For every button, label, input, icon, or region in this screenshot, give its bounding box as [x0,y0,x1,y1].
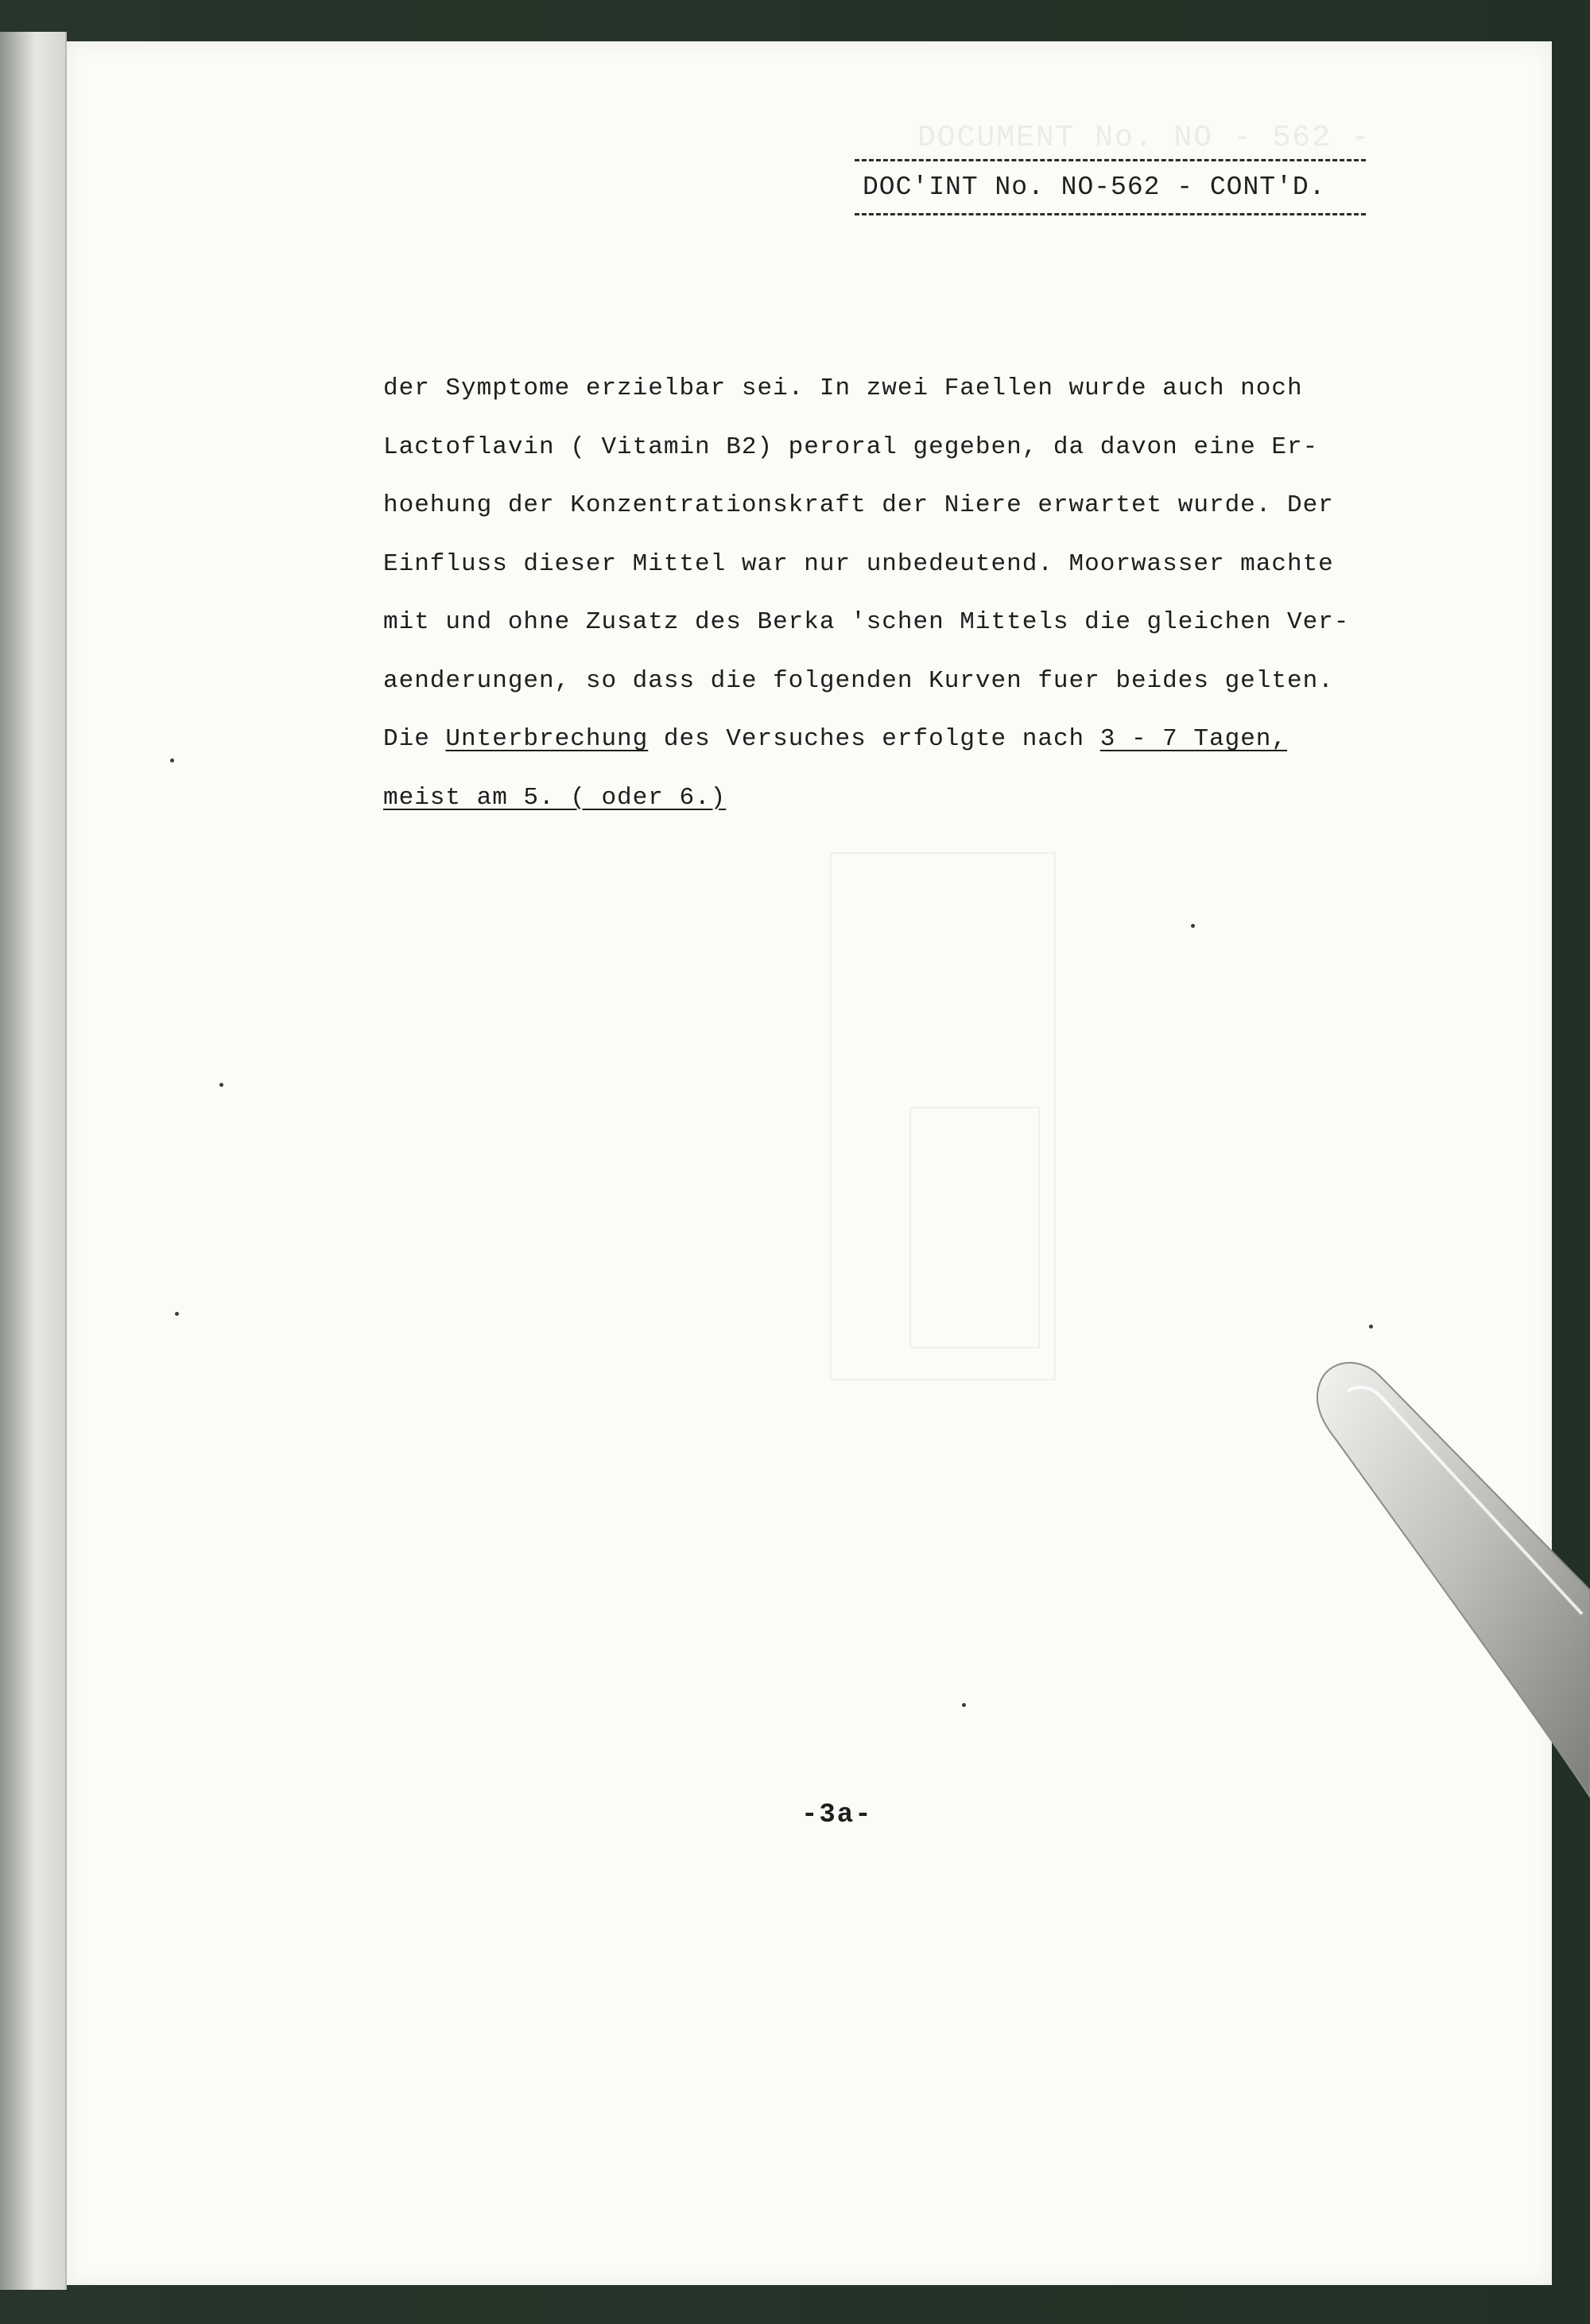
tweezers-icon [1304,1352,1590,1845]
speck-3 [1191,924,1195,928]
underlined-unterbrechung: Unterbrechung [445,725,649,753]
body-line-7-middle: des Versuches erfolgte nach [648,725,1100,753]
speck-1 [219,1083,223,1087]
body-line-5: mit und ohne Zusatz des Berka 'schen Mittels die gleichen Ver- [383,608,1350,636]
document-reference: DOC'INT No. NO-562 - CONT'D. [863,173,1326,202]
body-line-4: Einfluss dieser Mittel war nur unbedeutend. Moorwasser machte [383,549,1334,578]
body-line-3: hoehung der Konzentrationskraft der Niere erwartet wurde. Der [383,491,1334,519]
underlined-duration: 3 - 7 Tagen, [1099,725,1288,753]
page-number: -3a- [801,1800,873,1830]
speck-4 [962,1703,966,1707]
body-line-2: Lactoflavin ( Vitamin B2) peroral gegeben, da davon eine Er- [383,433,1319,461]
speck-6 [1369,1325,1373,1329]
header-rule-bottom [855,213,1366,215]
adjacent-page-edge [0,32,67,2290]
body-line-7-prefix: Die [383,725,446,753]
underlined-day: meist am 5. ( oder 6.) [383,783,727,812]
speck-5 [175,1312,179,1316]
body-line-7 [383,710,1305,769]
body-line-6: aenderungen, so dass die folgenden Kurven fuer beides gelten. [383,666,1334,695]
document-header [855,159,1366,215]
body-line-1: der Symptome erzielbar sei. In zwei Faellen wurde auch noch [383,374,1303,402]
body-paragraph [383,359,1350,827]
speck-2 [170,759,174,762]
body-line-8 [383,769,1305,828]
